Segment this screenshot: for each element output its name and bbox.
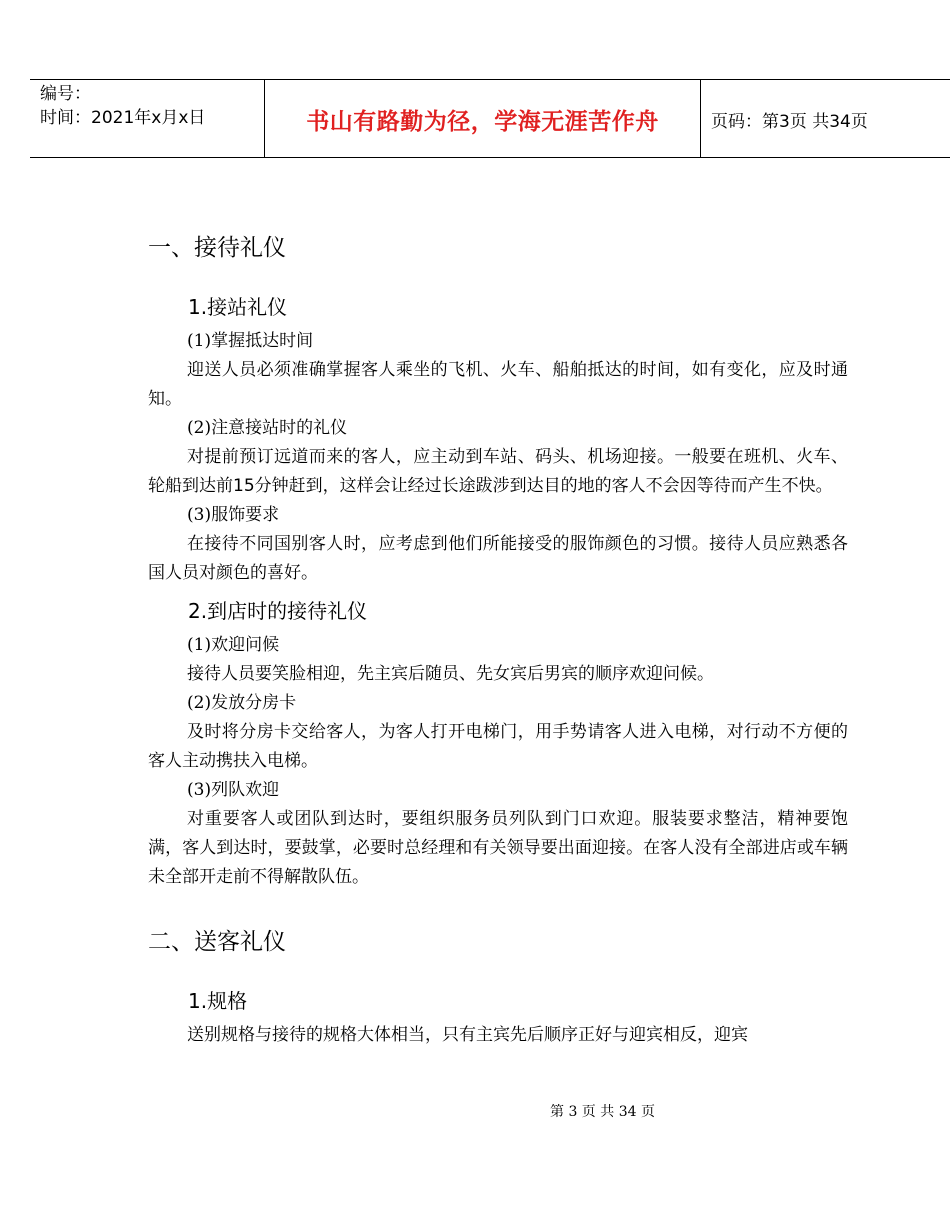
- item-paragraph: 在接待不同国别客人时，应考虑到他们所能接受的服饰颜色的习惯。接待人员应熟悉各国人员对颜色的喜好。: [148, 534, 848, 583]
- document-number-label: 编号：: [40, 84, 91, 104]
- subsection-title: 1.接站礼仪: [188, 295, 288, 319]
- item-paragraph: 及时将分房卡交给客人，为客人打开电梯门，用手势请客人进入电梯，对行动不方便的客人主动携扶入电梯。: [148, 722, 848, 771]
- document-body: [148, 228, 848, 1050]
- item-heading: (2)发放分房卡: [187, 693, 297, 713]
- item-paragraph: 对重要客人或团队到达时，要组织服务员列队到门口欢迎。服装要求整洁，精神要饱满，客人到达时，要鼓掌，必要时总经理和有关领导要出面迎接。在客人没有全部进店或车辆未全部开走前不得解散队伍。: [148, 809, 848, 887]
- header-meta: [30, 80, 265, 158]
- page-header: [30, 79, 950, 158]
- item-heading: (3)列队欢迎: [187, 780, 280, 800]
- item-paragraph: 接待人员要笑脸相迎，先主宾后随员、先女宾后男宾的顺序欢迎问候。: [187, 664, 714, 684]
- header-page-info: 页码：第3页 共34页: [711, 111, 868, 132]
- item-paragraph: 迎送人员必须准确掌握客人乘坐的飞机、火车、船舶抵达的时间，如有变化，应及时通知。: [148, 360, 848, 409]
- item-heading: (3)服饰要求: [187, 505, 280, 525]
- item-paragraph: 对提前预订远道而来的客人，应主动到车站、码头、机场迎接。一般要在班机、火车、轮船到达前15分钟赶到，这样会让经过长途跋涉到达目的地的客人不会因等待而产生不快。: [148, 447, 848, 496]
- subsection-title: 2.到店时的接待礼仪: [188, 599, 368, 623]
- header-motto: 书山有路勤为径，学海无涯苦作舟: [306, 107, 659, 135]
- document-date-label: 时间：2021年x月x日: [40, 108, 206, 128]
- subsection-title: 1.规格: [188, 989, 248, 1013]
- section-title: 一、接待礼仪: [148, 235, 286, 261]
- item-heading: (2)注意接站时的礼仪: [187, 418, 348, 438]
- item-paragraph: 送别规格与接待的规格大体相当，只有主宾先后顺序正好与迎宾相反，迎宾: [187, 1025, 748, 1045]
- section-title: 二、送客礼仪: [148, 929, 286, 955]
- item-heading: (1)欢迎问候: [187, 635, 280, 655]
- header-motto-cell: [265, 80, 701, 158]
- item-heading: (1)掌握抵达时间: [187, 331, 314, 351]
- footer-page-number: 第 3 页 共 34 页: [550, 1104, 655, 1120]
